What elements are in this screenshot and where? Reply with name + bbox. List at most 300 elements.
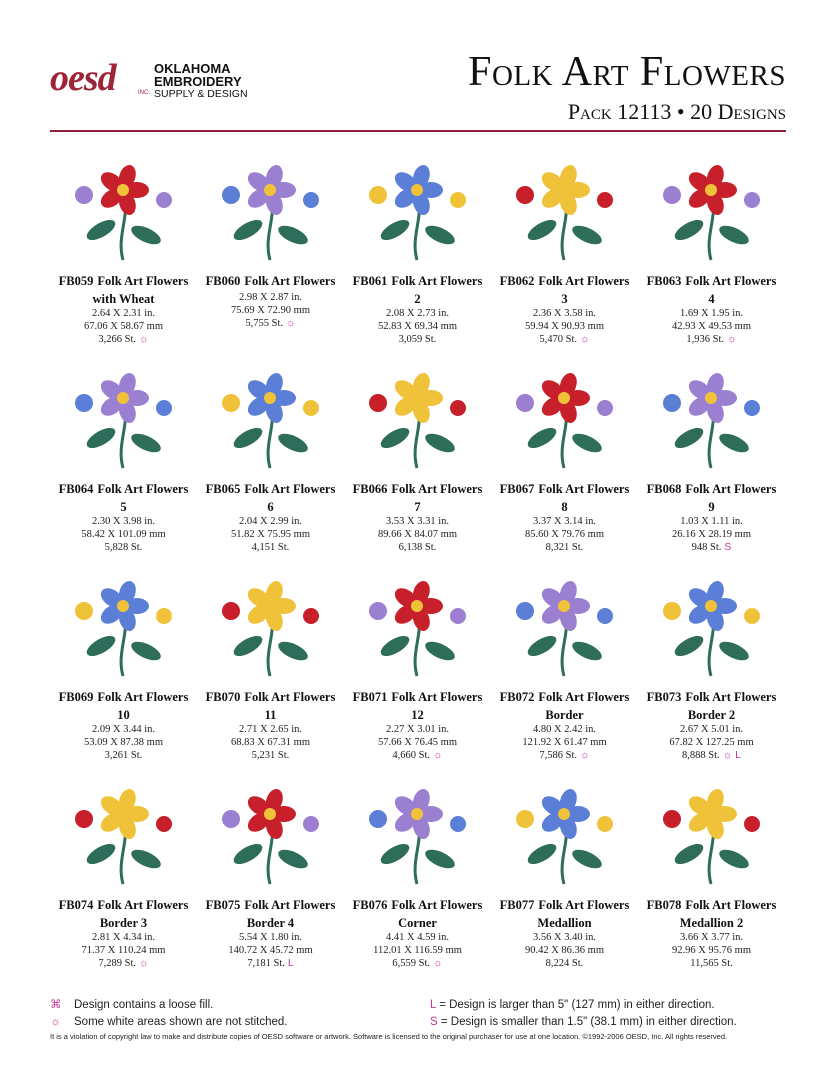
legend-small-text: = Design is smaller than 1.5" (38.1 mm) in either direction. <box>440 1016 737 1028</box>
design-thumbnail <box>350 145 485 270</box>
bud <box>75 186 93 204</box>
stitch-count-text: 11,565 St. <box>690 958 733 969</box>
design-name-line-2: Border <box>545 708 584 722</box>
design-size-inches: 2.71 X 2.65 in. <box>239 724 302 735</box>
design-card <box>638 145 785 355</box>
legend-small <box>430 1014 737 1031</box>
stitch-count-text: 8,321 St. <box>545 542 584 553</box>
legend-loose-fill <box>50 997 288 1014</box>
design-caption <box>635 897 788 913</box>
bud <box>597 816 613 832</box>
design-size-mm: 140.72 X 45.72 mm <box>228 945 313 956</box>
design-mark-icon: ☼ <box>283 317 296 329</box>
design-size-inches: 2.30 X 3.98 in. <box>92 516 155 527</box>
stitch-count-text: 5,470 St. <box>539 334 578 345</box>
leaf <box>672 424 707 452</box>
design-name: Folk Art Flowers <box>244 274 336 288</box>
design-stitch-count <box>344 957 491 970</box>
design-thumbnail <box>644 561 779 686</box>
embroidery-flower-icon <box>203 353 338 478</box>
design-code: FB072 <box>499 690 535 704</box>
design-name: Folk Art Flowers <box>391 482 483 496</box>
design-mark-icon: ☼ <box>430 957 443 969</box>
leaf <box>525 840 560 868</box>
design-name-line-2: 6 <box>267 500 274 514</box>
design-thumbnail <box>644 145 779 270</box>
bud <box>744 400 760 416</box>
stitch-count-text: 4,151 St. <box>251 542 290 553</box>
design-name-line-2: Corner <box>398 916 437 930</box>
embroidery-flower-icon <box>644 769 779 894</box>
design-thumbnail <box>350 353 485 478</box>
flower-center <box>558 184 570 196</box>
design-size-mm: 85.60 X 79.76 mm <box>524 529 605 540</box>
design-thumbnail <box>350 561 485 686</box>
design-grid <box>50 145 786 985</box>
design-code: FB067 <box>499 482 535 496</box>
design-size-mm: 90.42 X 86.36 mm <box>524 945 605 956</box>
design-caption <box>635 481 788 497</box>
leaf <box>423 638 458 664</box>
design-card <box>491 353 638 563</box>
legend-large-text: = Design is larger than 5" (127 mm) in either direction. <box>439 999 715 1011</box>
bud <box>663 394 681 412</box>
design-size-mm: 26.16 X 28.19 mm <box>671 529 752 540</box>
embroidery-flower-icon <box>497 769 632 894</box>
design-mark-icon: ☼ <box>724 333 737 345</box>
design-name-line-2: Border 4 <box>246 916 295 930</box>
leaf <box>129 222 164 248</box>
design-thumbnail <box>497 353 632 478</box>
design-caption <box>488 273 641 289</box>
design-size-mm: 42.93 X 49.53 mm <box>671 321 752 332</box>
design-thumbnail <box>203 353 338 478</box>
bud <box>303 816 319 832</box>
leaf <box>276 846 311 872</box>
flower-center <box>411 184 423 196</box>
stitch-count-text: 948 St. <box>691 542 722 553</box>
flower-center <box>558 808 570 820</box>
leaf <box>84 840 119 868</box>
oesd-logo <box>50 58 265 106</box>
design-code: FB063 <box>646 274 682 288</box>
leaf <box>231 632 266 660</box>
design-code: FB073 <box>646 690 682 704</box>
design-thumbnail <box>497 769 632 894</box>
embroidery-flower-icon <box>203 145 338 270</box>
leaf <box>717 222 752 248</box>
leaf <box>129 430 164 456</box>
embroidery-flower-icon <box>644 353 779 478</box>
leaf <box>717 846 752 872</box>
design-stitch-count <box>197 749 344 762</box>
design-name-line-2: Medallion <box>537 916 592 930</box>
bud <box>222 186 240 204</box>
design-mark-icon: ☼ L <box>719 749 741 761</box>
flower-center <box>264 808 276 820</box>
design-caption <box>488 481 641 497</box>
design-stitch-count <box>491 541 638 554</box>
design-stitch-count <box>638 333 785 346</box>
design-mark-icon: ☼ <box>136 957 149 969</box>
design-name-line-2: 7 <box>414 500 421 514</box>
design-caption <box>488 897 641 913</box>
design-code: FB075 <box>205 898 241 912</box>
design-card <box>638 769 785 979</box>
design-size-mm: 68.83 X 67.31 mm <box>230 737 311 748</box>
leaf <box>672 840 707 868</box>
stitch-count-text: 1,936 St. <box>686 334 725 345</box>
stitch-count-text: 6,138 St. <box>398 542 437 553</box>
design-name: Folk Art Flowers <box>685 690 777 704</box>
design-code: FB065 <box>205 482 241 496</box>
leaf <box>276 222 311 248</box>
bud <box>222 602 240 620</box>
leaf <box>570 430 605 456</box>
flower-center <box>264 600 276 612</box>
design-card <box>197 561 344 771</box>
design-size-mm: 75.69 X 72.90 mm <box>230 305 311 316</box>
design-size-mm: 121.92 X 61.47 mm <box>522 737 607 748</box>
design-stitch-count <box>491 957 638 970</box>
bud <box>516 394 534 412</box>
design-code: FB078 <box>646 898 682 912</box>
bud <box>744 608 760 624</box>
bud <box>75 602 93 620</box>
flower-center <box>117 392 129 404</box>
design-card <box>491 561 638 771</box>
design-size-mm: 58.42 X 101.09 mm <box>81 529 166 540</box>
embroidery-flower-icon <box>350 561 485 686</box>
embroidery-flower-icon <box>644 145 779 270</box>
bud <box>75 394 93 412</box>
logo-inc: INC. <box>138 90 150 96</box>
flower-center <box>705 808 717 820</box>
stitch-count-text: 5,755 St. <box>245 318 284 329</box>
page-header <box>0 0 834 135</box>
flower-center <box>705 392 717 404</box>
embroidery-flower-icon <box>56 145 191 270</box>
design-stitch-count <box>638 749 785 762</box>
design-stitch-count <box>491 333 638 346</box>
design-name-line-2: 5 <box>120 500 127 514</box>
design-name: Folk Art Flowers <box>244 898 336 912</box>
design-name-line-2: 10 <box>117 708 130 722</box>
design-thumbnail <box>56 769 191 894</box>
leaf <box>570 638 605 664</box>
design-name: Folk Art Flowers <box>685 482 777 496</box>
design-thumbnail <box>497 561 632 686</box>
design-code: FB068 <box>646 482 682 496</box>
design-card <box>50 769 197 979</box>
leaf <box>672 632 707 660</box>
design-name: Folk Art Flowers <box>391 690 483 704</box>
design-size-inches: 2.98 X 2.87 in. <box>239 292 302 303</box>
design-thumbnail <box>56 353 191 478</box>
stitch-count-text: 6,559 St. <box>392 958 431 969</box>
flower-center <box>705 184 717 196</box>
leaf <box>525 216 560 244</box>
stitch-count-text: 3,059 St. <box>398 334 437 345</box>
design-card <box>197 353 344 563</box>
flower-center <box>705 600 717 612</box>
leaf <box>129 638 164 664</box>
design-mark-icon: ☼ <box>136 333 149 345</box>
design-mark-icon: S <box>721 541 732 553</box>
design-stitch-count <box>344 333 491 346</box>
leaf <box>378 840 413 868</box>
leaf <box>672 216 707 244</box>
leaf <box>423 846 458 872</box>
design-thumbnail <box>497 145 632 270</box>
design-size-mm: 51.82 X 75.95 mm <box>230 529 311 540</box>
embroidery-flower-icon <box>350 769 485 894</box>
design-code: FB074 <box>58 898 94 912</box>
design-thumbnail <box>644 769 779 894</box>
design-card <box>638 561 785 771</box>
page-subtitle: Pack 12113 • 20 Designs <box>567 99 786 124</box>
design-stitch-count <box>197 957 344 970</box>
leaf <box>525 632 560 660</box>
bud <box>156 192 172 208</box>
design-thumbnail <box>56 145 191 270</box>
bud <box>744 192 760 208</box>
bud <box>597 192 613 208</box>
logo-line-1: OKLAHOMA <box>154 61 231 76</box>
design-caption <box>635 273 788 289</box>
design-size-mm: 112.01 X 116.59 mm <box>373 945 462 956</box>
embroidery-flower-icon <box>56 769 191 894</box>
stitch-count-text: 7,289 St. <box>98 958 137 969</box>
stitch-count-text: 3,266 St. <box>98 334 137 345</box>
design-caption <box>194 689 347 705</box>
design-mark-icon: L <box>284 957 294 969</box>
design-stitch-count <box>50 541 197 554</box>
stitch-count-text: 5,828 St. <box>104 542 143 553</box>
design-thumbnail <box>203 145 338 270</box>
design-size-inches: 2.27 X 3.01 in. <box>386 724 449 735</box>
design-size-mm: 89.66 X 84.07 mm <box>377 529 458 540</box>
bud <box>303 192 319 208</box>
bud <box>744 816 760 832</box>
design-card <box>638 353 785 563</box>
embroidery-flower-icon <box>56 561 191 686</box>
design-stitch-count <box>638 541 785 554</box>
design-name: Folk Art Flowers <box>538 482 630 496</box>
leaf <box>570 846 605 872</box>
design-size-inches: 1.03 X 1.11 in. <box>680 516 743 527</box>
design-code: FB070 <box>205 690 241 704</box>
design-card <box>50 145 197 355</box>
design-code: FB066 <box>352 482 388 496</box>
bud <box>450 816 466 832</box>
design-card <box>491 145 638 355</box>
leaf <box>717 638 752 664</box>
design-name-line-2: 9 <box>708 500 715 514</box>
flower-center <box>411 600 423 612</box>
bud <box>369 602 387 620</box>
design-name: Folk Art Flowers <box>538 274 630 288</box>
bud <box>156 400 172 416</box>
leaf <box>378 632 413 660</box>
leaf <box>717 430 752 456</box>
design-name: Folk Art Flowers <box>97 482 189 496</box>
design-caption <box>341 897 494 913</box>
design-size-inches: 2.04 X 2.99 in. <box>239 516 302 527</box>
header-divider <box>50 130 786 132</box>
design-thumbnail <box>203 769 338 894</box>
design-caption <box>47 481 200 497</box>
design-caption <box>635 689 788 705</box>
stitch-count-text: 7,181 St. <box>247 958 285 969</box>
design-name: Folk Art Flowers <box>685 898 777 912</box>
design-name-line-2: with Wheat <box>92 292 155 306</box>
design-size-inches: 3.66 X 3.77 in. <box>680 932 743 943</box>
bud <box>663 186 681 204</box>
design-size-mm: 59.94 X 90.93 mm <box>524 321 605 332</box>
bud <box>369 394 387 412</box>
small-mark: S <box>430 1016 438 1028</box>
flower-center <box>264 392 276 404</box>
design-size-inches: 3.37 X 3.14 in. <box>533 516 596 527</box>
copyright-notice: It is a violation of copyright law to make and distribute copies of OESD software or artwork. Software is licensed to the original purchaser for use at one location. ©1992-2006 OESD, Inc. All rights reserved. <box>50 1032 728 1041</box>
legend-left <box>50 997 288 1031</box>
design-stitch-count <box>638 957 785 970</box>
leaf <box>423 430 458 456</box>
stitch-count-text: 5,231 St. <box>251 750 290 761</box>
leaf <box>84 216 119 244</box>
legend-white-areas <box>50 1014 288 1031</box>
loose-fill-icon: ⌘ <box>50 999 62 1011</box>
flower-center <box>117 808 129 820</box>
design-thumbnail <box>203 561 338 686</box>
stitch-count-text: 7,586 St. <box>539 750 578 761</box>
bud <box>222 810 240 828</box>
design-caption <box>488 689 641 705</box>
design-size-inches: 4.80 X 2.42 in. <box>533 724 596 735</box>
bud <box>369 810 387 828</box>
design-stitch-count <box>50 957 197 970</box>
bud <box>369 186 387 204</box>
bud <box>450 400 466 416</box>
embroidery-flower-icon <box>203 769 338 894</box>
design-mark-icon: ☼ <box>577 749 590 761</box>
design-caption <box>341 689 494 705</box>
design-caption <box>341 481 494 497</box>
sun-icon: ☼ <box>50 1016 61 1028</box>
design-size-mm: 57.66 X 76.45 mm <box>377 737 458 748</box>
design-card <box>197 769 344 979</box>
design-card <box>344 769 491 979</box>
flower-center <box>264 184 276 196</box>
leaf <box>231 840 266 868</box>
design-thumbnail <box>644 353 779 478</box>
bud <box>450 192 466 208</box>
design-caption <box>47 689 200 705</box>
design-size-inches: 5.54 X 1.80 in. <box>239 932 302 943</box>
design-mark-icon: ☼ <box>430 749 443 761</box>
design-caption <box>194 897 347 913</box>
leaf <box>84 424 119 452</box>
design-name-line-2: Border 2 <box>687 708 736 722</box>
stitch-count-text: 8,888 St. <box>682 750 720 761</box>
design-name-line-2: 3 <box>561 292 568 306</box>
logo-line-2: EMBROIDERY <box>154 74 242 89</box>
leaf <box>378 216 413 244</box>
design-name: Folk Art Flowers <box>685 274 777 288</box>
design-card <box>344 561 491 771</box>
design-stitch-count <box>197 541 344 554</box>
leaf <box>276 430 311 456</box>
design-name: Folk Art Flowers <box>391 274 483 288</box>
flower-center <box>558 392 570 404</box>
design-name: Folk Art Flowers <box>391 898 483 912</box>
embroidery-flower-icon <box>497 561 632 686</box>
design-code: FB061 <box>352 274 388 288</box>
design-size-inches: 2.09 X 3.44 in. <box>92 724 155 735</box>
design-caption <box>47 273 200 289</box>
design-size-inches: 2.64 X 2.31 in. <box>92 308 155 319</box>
design-card <box>344 353 491 563</box>
legend-loose-text: Design contains a loose fill. <box>74 999 214 1011</box>
design-card <box>491 769 638 979</box>
design-name: Folk Art Flowers <box>538 898 630 912</box>
design-size-mm: 71.37 X 110.24 mm <box>81 945 166 956</box>
design-size-mm: 53.09 X 87.38 mm <box>83 737 164 748</box>
flower-center <box>558 600 570 612</box>
design-size-mm: 67.06 X 58.67 mm <box>83 321 164 332</box>
design-size-inches: 2.08 X 2.73 in. <box>386 308 449 319</box>
design-stitch-count <box>491 749 638 762</box>
bud <box>597 608 613 624</box>
bud <box>303 400 319 416</box>
design-size-mm: 92.96 X 95.76 mm <box>671 945 752 956</box>
design-code: FB064 <box>58 482 94 496</box>
flower-center <box>411 808 423 820</box>
design-size-inches: 1.69 X 1.95 in. <box>680 308 743 319</box>
bud <box>450 608 466 624</box>
design-name-line-2: 8 <box>561 500 568 514</box>
leaf <box>570 222 605 248</box>
design-code: FB077 <box>499 898 535 912</box>
logo-wordmark: oesd <box>50 57 116 99</box>
embroidery-flower-icon <box>497 145 632 270</box>
design-card <box>197 145 344 355</box>
design-card <box>50 561 197 771</box>
bud <box>516 186 534 204</box>
design-card <box>344 145 491 355</box>
bud <box>516 810 534 828</box>
design-name-line-2: Border 3 <box>99 916 148 930</box>
design-code: FB059 <box>58 274 94 288</box>
design-name: Folk Art Flowers <box>97 898 189 912</box>
legend-white-text: Some white areas shown are not stitched. <box>74 1016 288 1028</box>
bud <box>303 608 319 624</box>
leaf <box>423 222 458 248</box>
design-code: FB069 <box>58 690 94 704</box>
leaf <box>84 632 119 660</box>
design-code: FB060 <box>205 274 241 288</box>
embroidery-flower-icon <box>203 561 338 686</box>
design-name-line-2: Medallion 2 <box>679 916 744 930</box>
stitch-count-text: 4,660 St. <box>392 750 431 761</box>
design-card <box>50 353 197 563</box>
design-code: FB076 <box>352 898 388 912</box>
legend-right <box>430 997 737 1031</box>
leaf <box>378 424 413 452</box>
design-size-inches: 4.41 X 4.59 in. <box>386 932 449 943</box>
leaf <box>276 638 311 664</box>
